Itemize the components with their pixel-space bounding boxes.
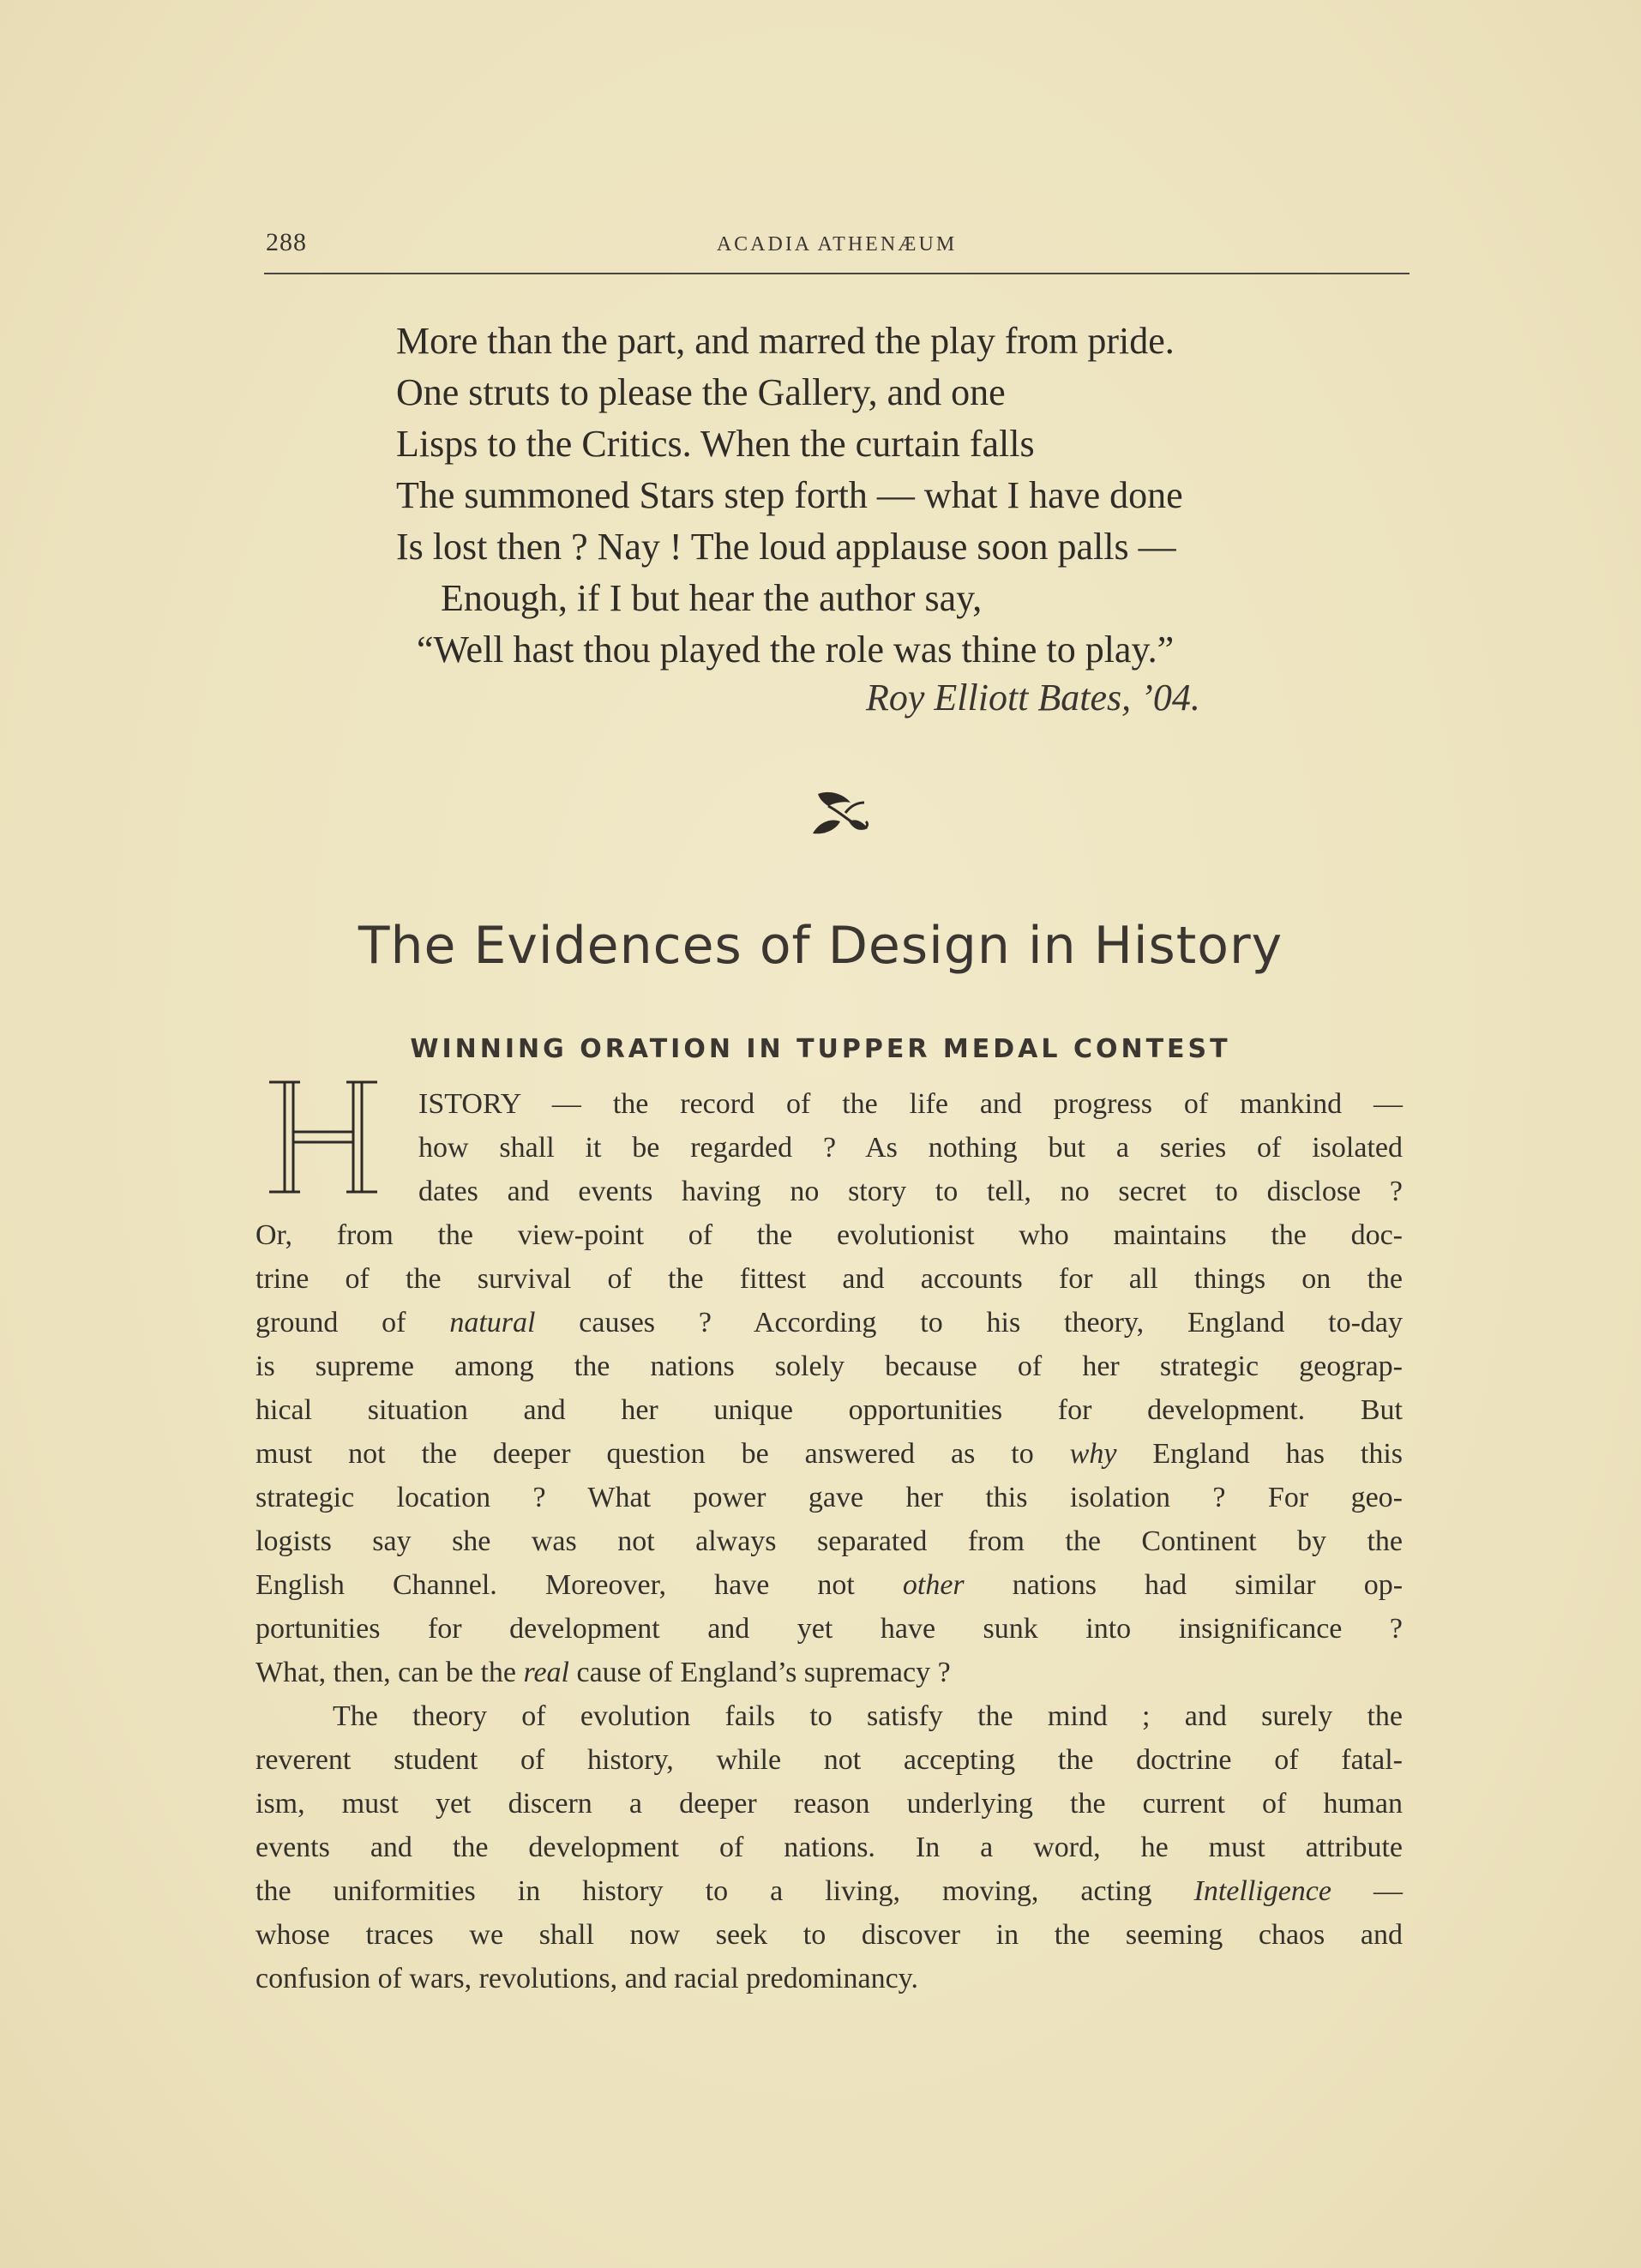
poem-line: One struts to please the Gallery, and one xyxy=(396,371,1006,413)
emphasis: natural xyxy=(449,1307,536,1339)
poem-attribution: Roy Elliott Bates, ’04. xyxy=(866,677,1200,719)
text-line: ism, must yet discern a deeper reason underlying the current of human xyxy=(255,1788,1403,1820)
text-line: must not the deeper question be answered as to why England has this xyxy=(255,1438,1404,1470)
text-line: reverent student of history, while not accepting the doctrine of fatal- xyxy=(255,1744,1403,1776)
text-line: how shall it be regarded ? As nothing but a series of isolated xyxy=(418,1132,1403,1164)
running-title: ACADIA ATHENÆUM xyxy=(716,233,958,256)
page-number: 288 xyxy=(266,228,307,256)
header-rule xyxy=(264,273,1410,274)
poem-line: Lisps to the Critics. When the curtain falls xyxy=(396,423,1035,465)
poem-line: Enough, if I but hear the author say, xyxy=(441,577,983,619)
text-line: whose traces we shall now seek to discover in the seeming chaos and xyxy=(255,1919,1403,1951)
poem-line: Is lost then ? Nay ! The loud applause soon palls — xyxy=(396,526,1176,568)
poem-line: More than the part, and marred the play from pride. xyxy=(396,320,1175,362)
text-line: portunities for development and yet have sunk into insignificance ? xyxy=(255,1613,1403,1645)
poem-line: “Well hast thou played the role was thine to play.” xyxy=(417,629,1175,671)
text-line: ground of natural causes ? According to his theory, England to-day xyxy=(255,1307,1404,1339)
text-line: the uniformities in history to a living, moving, acting Intelligence — xyxy=(255,1875,1404,1907)
poem xyxy=(396,316,1425,676)
text-line: dates and events having no story to tell, no secret to disclose ? xyxy=(418,1176,1403,1207)
emphasis: real xyxy=(523,1657,569,1688)
text-line: What, then, can be the real cause of England’s supremacy ? xyxy=(255,1657,951,1688)
emphasis: other xyxy=(902,1569,965,1601)
running-head xyxy=(264,225,1410,276)
text-line: strategic location ? What power gave her this isolation ? For geo- xyxy=(255,1482,1403,1513)
poem-line: The summoned Stars step forth — what I have done xyxy=(396,474,1183,516)
text-line: ISTORY — the record of the life and progress of mankind — xyxy=(418,1088,1403,1120)
leaf-fleuron-icon xyxy=(806,787,875,840)
text-line: hical situation and her unique opportunities for development. But xyxy=(255,1394,1403,1426)
text-line: Or, from the view-point of the evolutionist who maintains the doc- xyxy=(255,1219,1403,1251)
article-subtitle: WINNING ORATION IN TUPPER MEDAL CONTEST xyxy=(410,1034,1231,1064)
article-title: The Evidences of Design in History xyxy=(358,916,1283,976)
text-line: trine of the survival of the fittest and accounts for all things on the xyxy=(255,1263,1403,1295)
text-line: is supreme among the nations solely because of her strategic geograp- xyxy=(255,1351,1403,1382)
text-line: logists say she was not always separated from the Continent by the xyxy=(255,1525,1403,1557)
text-line: events and the development of nations. In a word, he must attribute xyxy=(255,1832,1403,1863)
emphasis: Intelligence xyxy=(1193,1875,1331,1907)
emphasis: why xyxy=(1069,1438,1117,1470)
text-line: confusion of wars, revolutions, and racial predominancy. xyxy=(255,1963,918,1994)
article-body xyxy=(255,1082,1403,2000)
text-line: English Channel. Moreover, have not other nations had similar op- xyxy=(255,1569,1404,1601)
text-line: The theory of evolution fails to satisfy the mind ; and surely the xyxy=(333,1700,1403,1732)
